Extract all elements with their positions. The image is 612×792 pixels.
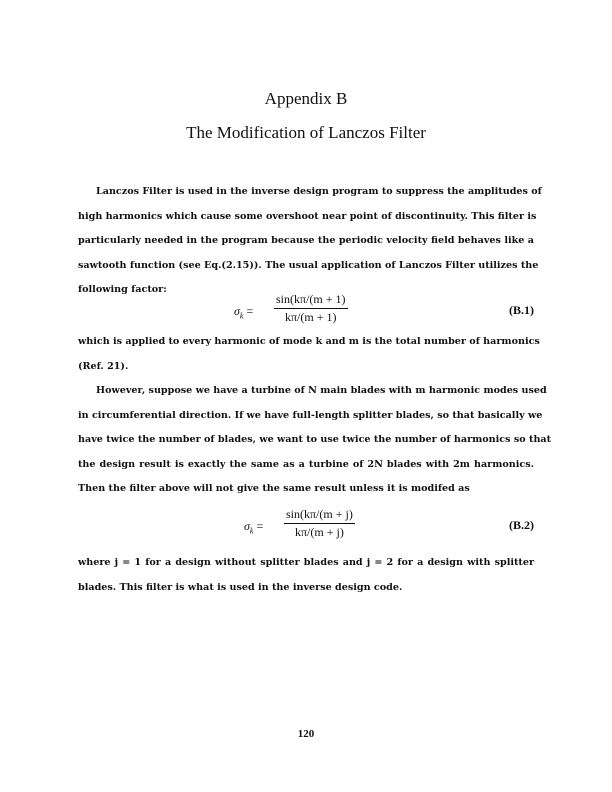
paragraph-intro [78,180,542,303]
text-line: have twice the number of blades, we want to use twice the number of harmonics so that [78,434,552,445]
text-line: Then the filter above will not give the same result unless it is modifed as [78,483,470,494]
equation-number: (B.2) [509,518,534,532]
equation-numerator: sin(kπ/(m + j) [284,507,355,524]
equation-number: (B.1) [509,303,534,317]
text-line: blades. This filter is what is used in the inverse design code. [78,581,403,593]
paragraph-explanation [78,330,540,379]
equation-fraction [274,292,348,325]
text-line: the design result is exactly the same as a turbine of 2N blades with 2m harmonics. [78,458,534,470]
text-line: in circumferential direction. If we have full-length splitter blades, so that basically we [78,409,543,421]
page-number: 120 [297,728,315,740]
equation-b2 [78,507,534,547]
equation-denominator: kπ/(m + j) [295,525,344,539]
text-line: Lanczos Filter is used in the inverse design program to suppress the amplitudes of [96,186,542,197]
text-line: particularly needed in the program because the periodic velocity field behaves like a [78,235,534,246]
equation-lhs: $\sigma_k$ = [244,519,264,536]
text-line: where j = 1 for a design without splitter blades and j = 2 for a design with splitter [78,557,534,568]
text-line: (Ref. 21). [78,360,129,372]
equation-numerator: sin(kπ/(m + 1) [274,292,348,309]
equation-denominator: kπ/(m + 1) [285,310,337,324]
text-line: which is applied to every harmonic of mode k and m is the total number of harmonics [78,336,540,347]
appendix-title: The Modification of Lanczos Filter [186,123,426,142]
text-line: high harmonics which cause some overshoot near point of discontinuity. This filter is [78,210,537,222]
text-line: However, suppose we have a turbine of N main blades with m harmonic modes used [96,385,547,396]
equation-lhs: $\sigma_k$ = [234,304,254,321]
paragraph-conclusion [78,551,534,600]
equation-fraction [284,507,355,540]
appendix-heading: Appendix B [264,89,348,108]
equation-b1 [78,292,534,332]
text-line: following factor: [78,284,167,295]
text-line: sawtooth function (see Eq.(2.15)). The usual application of Lanczos Filter utilizes the [78,259,539,271]
paragraph-splitter [78,379,552,502]
